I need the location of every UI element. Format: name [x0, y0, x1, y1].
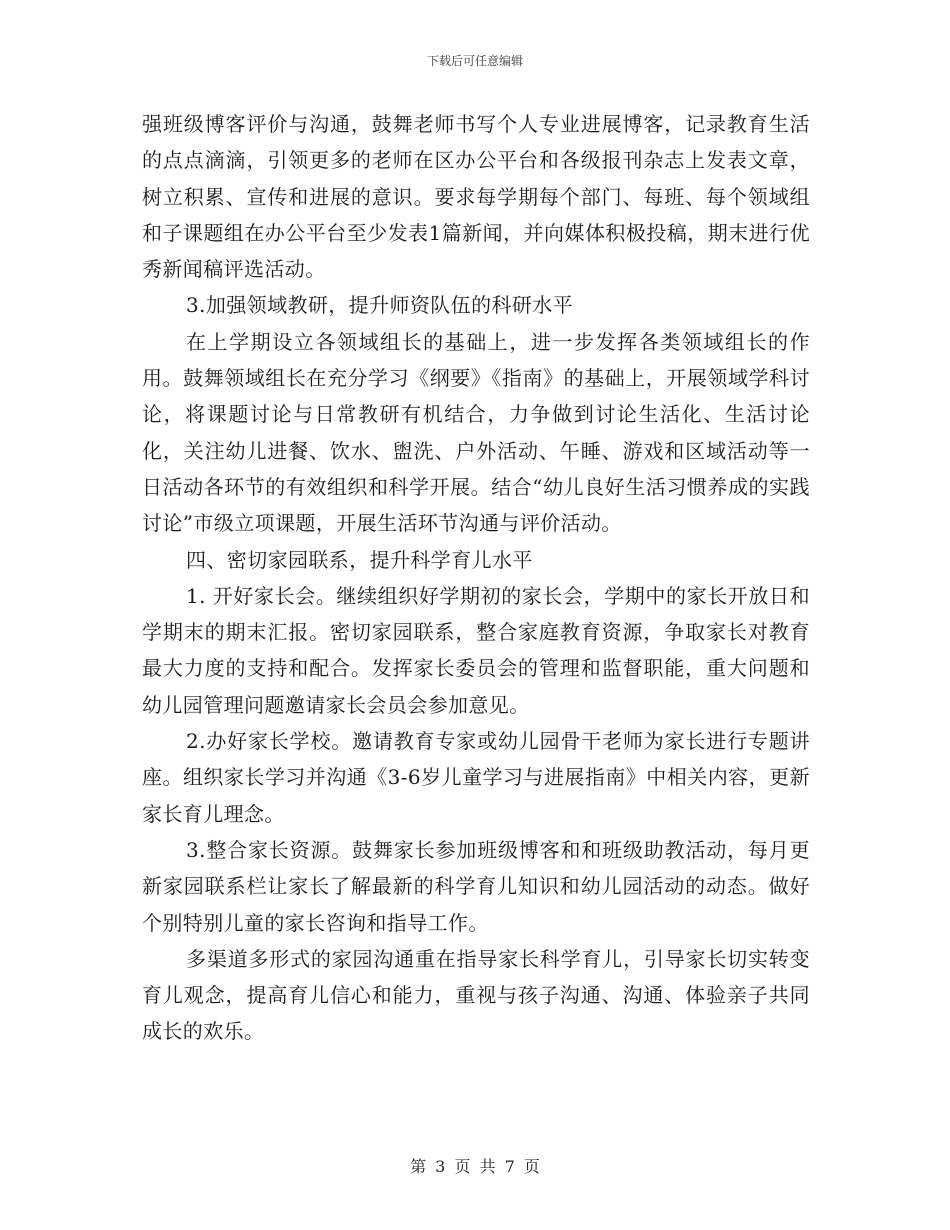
paragraph: 3.整合家长资源。鼓舞家长参加班级博客和和班级助教活动，每月更新家园联系栏让家长了解最新的科学育儿知识和幼儿园活动的动态。做好个别特别儿童的家长咨询和指导工作。 — [142, 837, 810, 935]
paragraph: 在上学期设立各领域组长的基础上，进一步发挥各类领域组长的作用。鼓舞领域组长在充分学习《纲要》《指南》的基础上，开展领域学科讨论，将课题讨论与日常教研有机结合，力争做到讨论生活化、生活讨论化，关注幼儿进餐、饮水、盥洗、户外活动、午睡、游戏和区域活动等一日活动各环节的有效组织和科学开展。结合“幼儿良好生活习惯养成的实践讨论”市级立项课题，开展生活环节沟通与评价活动。 — [142, 329, 810, 536]
section-heading: 3.加强领域教研，提升师资队伍的科研水平 — [186, 293, 574, 318]
paragraph: 2.办好家长学校。邀请教育专家或幼儿园骨干老师为家长进行专题讲座。组织家长学习并沟通《3-6岁儿童学习与进展指南》中相关内容，更新家长育儿理念。 — [142, 729, 810, 826]
section-heading: 四、密切家园联系，提升科学育儿水平 — [186, 547, 533, 572]
document-body — [142, 106, 810, 1050]
paragraph: 1. 开好家长会。继续组织好学期初的家长会，学期中的家长开放日和学期末的期末汇报。密切家园联系，整合家庭教育资源，争取家长对教育最大力度的支持和配合。发挥家长委员会的管理和监督职能，重大问题和幼儿园管理问题邀请家长会员会参加意见。 — [142, 583, 810, 717]
page-header-note: 下载后可任意编辑 — [426, 54, 523, 68]
paragraph: 多渠道多形式的家园沟通重在指导家长科学育儿，引导家长切实转变育儿观念，提高育儿信心和能力，重视与孩子沟通、沟通、体验亲子共同成长的欢乐。 — [142, 946, 810, 1044]
page-number: 第 3 页 共 7 页 — [410, 1157, 540, 1176]
paragraph: 强班级博客评价与沟通，鼓舞老师书写个人专业进展博客，记录教育生活的点点滴滴，引领更多的老师在区办公平台和各级报刊杂志上发表文章，树立积累、宣传和进展的意识。要求每学期每个部门、每班、每个领域组和子课题组在办公平台至少发表1篇新闻，并向媒体积极投稿，期末进行优秀新闻稿评选活动。 — [142, 112, 810, 282]
